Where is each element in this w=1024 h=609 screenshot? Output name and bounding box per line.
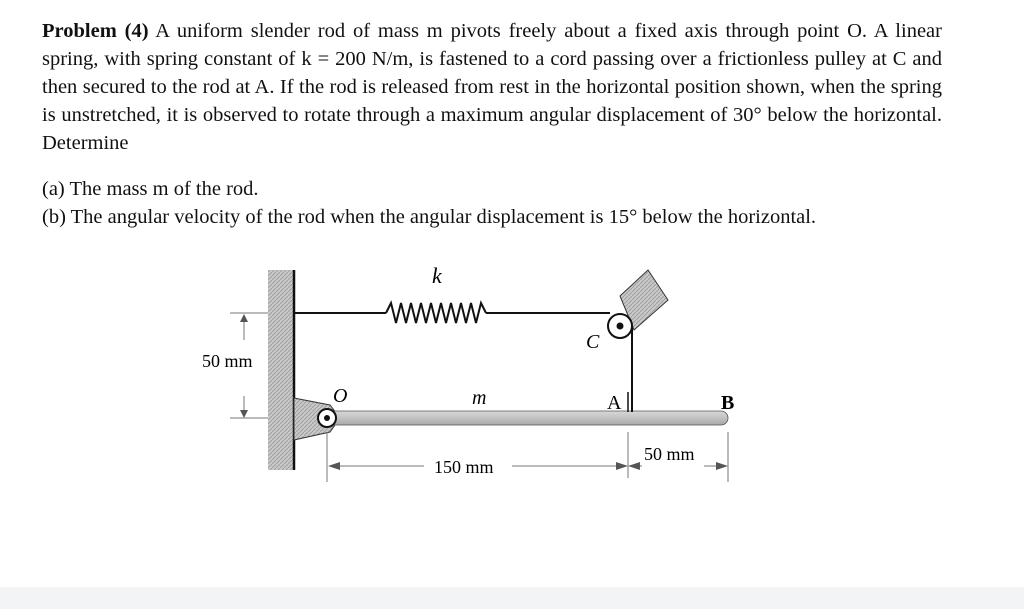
oa-dim-left-arrow — [328, 462, 340, 470]
ab-dim-left-arrow — [628, 462, 640, 470]
label-b: B — [721, 392, 735, 414]
fixed-wall — [268, 270, 294, 470]
height-dim-up-arrow — [240, 314, 248, 322]
part-b: (b) The angular velocity of the rod when the angular displacement is 15° below the horizontal. — [42, 206, 817, 228]
height-dim-label: 50 mm — [202, 351, 253, 371]
label-c: C — [586, 331, 600, 353]
ab-dim-label: 50 mm — [644, 444, 695, 464]
height-dim-down-arrow — [240, 410, 248, 418]
pivot-pin-center — [324, 415, 330, 421]
pulley-center — [617, 323, 624, 330]
spring — [386, 303, 486, 323]
problem-number: Problem (4) — [42, 20, 149, 42]
bottom-band — [0, 587, 1024, 609]
label-a: A — [607, 392, 622, 414]
slender-rod — [326, 411, 728, 425]
oa-dim-label: 150 mm — [434, 457, 494, 477]
oa-dim-right-arrow — [616, 462, 628, 470]
part-a: (a) The mass m of the rod. — [42, 178, 259, 200]
label-k: k — [432, 263, 442, 288]
ab-dim-right-arrow — [716, 462, 728, 470]
problem-text: A uniform slender rod of mass m pivots freely about a fixed axis through point O. A linear spring, with spring constant of k = 200 N/m, is fastened to a cord passing over a frictionless pulley at C and then secured to the rod at A. If the rod is released from rest in the horizontal position shown, when the spring is unstretched, it is observed to rotate through a maximum angular displacement of 30° below the horizontal. Determine — [42, 20, 942, 154]
label-m: m — [472, 387, 487, 409]
label-o: O — [333, 385, 348, 407]
